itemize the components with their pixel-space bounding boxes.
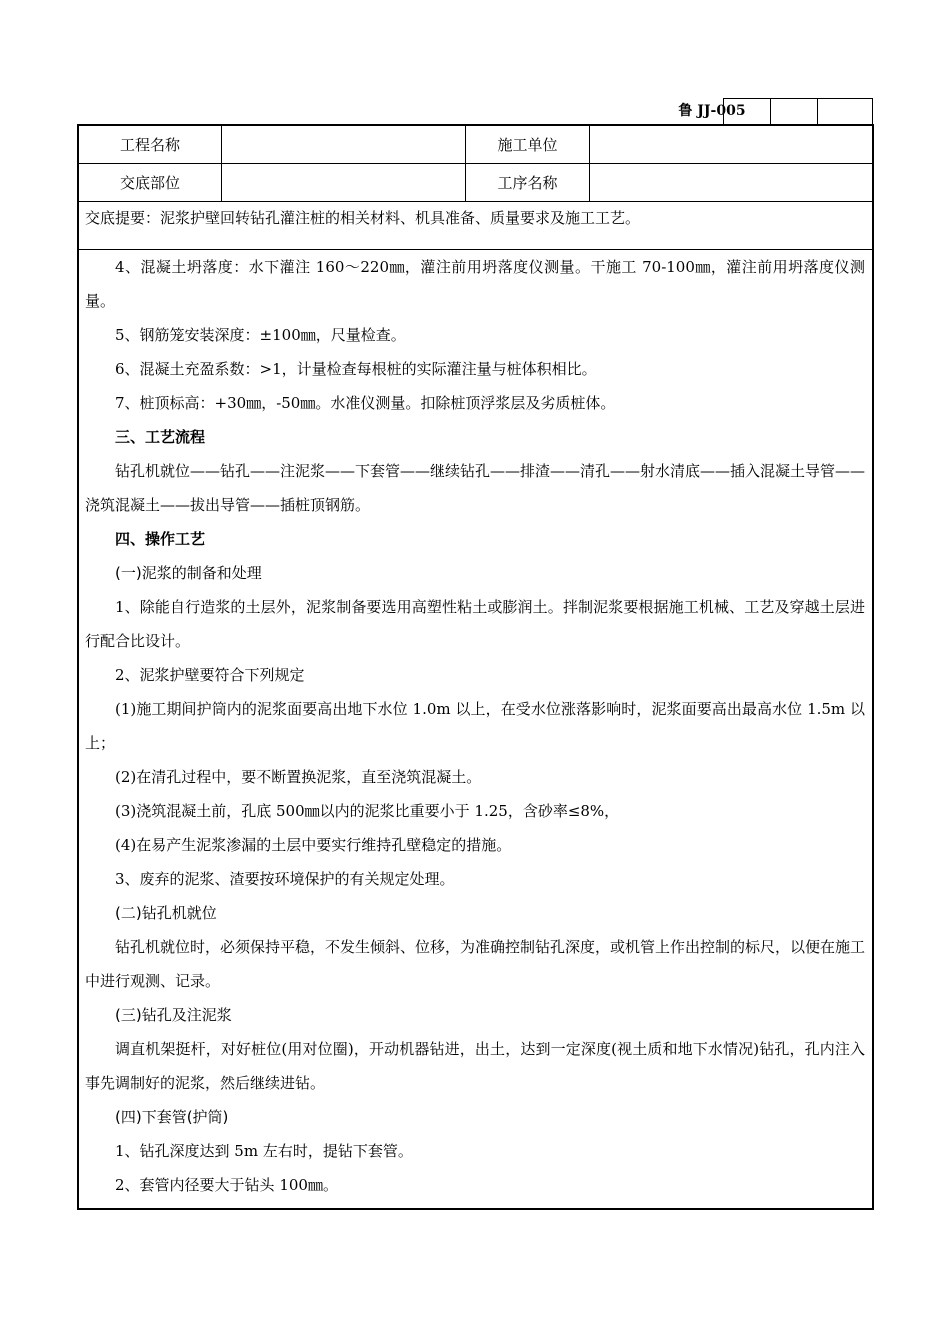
- project-name-label: 工程名称: [119, 136, 180, 154]
- document-code: 鲁 JJ-005: [678, 103, 746, 119]
- paragraph: 1、除能自行造浆的土层外，泥浆制备要选用高塑性粘土或膨润土。拌制泥浆要根据施工机械、工艺及穿越土层进行配合比设计。: [85, 598, 865, 650]
- subsection-heading: (一)泥浆的制备和处理: [115, 564, 262, 582]
- paragraph: 钻孔机就位时，必须保持平稳，不发生倾斜、位移，为准确控制钻孔深度，或机管上作出控制的标尺，以便在施工中进行观测、记录。: [85, 938, 866, 990]
- subsection-heading: (二)钻孔机就位: [115, 904, 217, 922]
- code-box-2: [770, 98, 818, 124]
- paragraph: (2)在清孔过程中，要不断置换泥浆，直至浇筑混凝土。: [115, 768, 482, 786]
- contractor-value[interactable]: [590, 126, 872, 163]
- code-box-1: [723, 98, 771, 124]
- paragraph: (3)浇筑混凝土前，孔底 500㎜以内的泥浆比重要小于 1.25，含砂率≤8%，: [115, 802, 620, 820]
- code-box-3: [817, 98, 873, 124]
- paragraph: 4、混凝土坍落度：水下灌注 160～220㎜，灌注前用坍落度仪测量。干施工 70-100㎜，灌注前用坍落度仪测量。: [85, 258, 865, 310]
- process-label: 工序名称: [497, 174, 558, 192]
- location-label: 交底部位: [119, 174, 180, 192]
- disclosure-form: [77, 124, 874, 1210]
- paragraph: 6、混凝土充盈系数：>1，计量检查每根桩的实际灌注量与桩体积相比。: [115, 360, 597, 378]
- paragraph: 7、桩顶标高：+30㎜，-50㎜。水准仪测量。扣除桩顶浮浆层及劣质桩体。: [115, 394, 616, 412]
- document-code-row: [77, 98, 873, 124]
- paragraph: 1、钻孔深度达到 5m 左右时，提钻下套管。: [115, 1142, 413, 1160]
- section-heading: 四、操作工艺: [115, 530, 206, 548]
- disclosure-content: [85, 250, 865, 1202]
- paragraph: 钻孔机就位——钻孔——注泥浆——下套管——继续钻孔——排渣——清孔——射水清底——插入混凝土导管——浇筑混凝土——拔出导管——插桩顶钢筋。: [85, 462, 866, 514]
- subsection-heading: (四)下套管(护筒): [115, 1108, 229, 1126]
- paragraph: (4)在易产生泥浆渗漏的土层中要实行维持孔壁稳定的措施。: [115, 836, 512, 854]
- project-name-value[interactable]: [222, 126, 465, 163]
- contractor-label: 施工单位: [497, 136, 558, 154]
- process-value[interactable]: [590, 164, 872, 201]
- location-value[interactable]: [222, 164, 465, 201]
- section-heading: 三、工艺流程: [115, 428, 206, 446]
- paragraph: 调直机架挺杆，对好桩位(用对位圈)，开动机器钻进，出土，达到一定深度(视土质和地下水情况)钻孔，孔内注入事先调制好的泥浆，然后继续进钻。: [85, 1040, 865, 1092]
- paragraph: 3、废弃的泥浆、渣要按环境保护的有关规定处理。: [115, 870, 455, 888]
- paragraph: 2、套管内径要大于钻头 100㎜。: [115, 1176, 338, 1194]
- subsection-heading: (三)钻孔及注泥浆: [115, 1006, 232, 1024]
- paragraph: 2、泥浆护壁要符合下列规定: [115, 666, 305, 684]
- paragraph: (1)施工期间护筒内的泥浆面要高出地下水位 1.0m 以上，在受水位涨落影响时，泥浆面要高出最高水位 1.5m 以上；: [85, 700, 865, 752]
- row-divider: [79, 201, 872, 202]
- disclosure-summary: 交底提要：泥浆护壁回转钻孔灌注桩的相关材料、机具准备、质量要求及施工工艺。: [85, 209, 641, 227]
- paragraph: 5、钢筋笼安装深度：±100㎜，尺量检查。: [115, 326, 406, 344]
